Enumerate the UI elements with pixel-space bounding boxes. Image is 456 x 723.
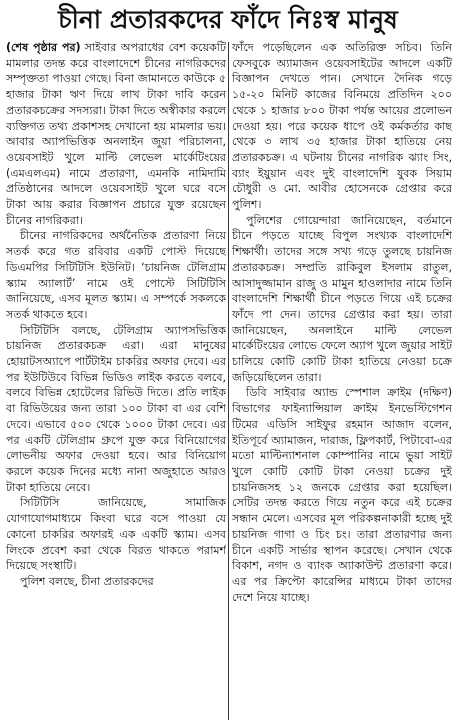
continued-from-tag: (শেষ পৃষ্ঠার পর) (6, 41, 81, 54)
article-paragraph (6, 40, 226, 228)
article-paragraph: পুলিশ বলছে, চীনা প্রতারকদের (20, 574, 154, 588)
article-paragraph: সিটিটিসি জানিয়েছে, সামাজিক যোগাযোগমাধ্যমে কিংবা ঘরে বসে পাওয়া যে কোনো চাকরির অফারই এক একটি স্ক্যাম। এসব লিংকে প্রবেশ করা থেকে বিরত থাকতে পরামর্শ দিয়েছে সংস্থাটি। (6, 496, 226, 573)
article-paragraph: সিটিটিসি বলছে, টেলিগ্রাম অ্যাপসভিত্তিক চায়নিজ প্রতারকচক্র এরা। এরা মানুষের হোয়াটসঅ্যাপে পার্টটাইম চাকরির অফার দেবে। এর পর ইউটিউবে বিভিন্ন ভিডিও লাইক করতে বলবে, বলবে বিভিন্ন হোটেলের রিভিউ দিতে। প্রতি লাইক বা রিভিউয়ের জন্য তারা ১০০ টাকা বা এর বেশি দেবে। এভাবে ৫০০ থেকে ১০০০ টাকা দেবে। এর পর একটি টেলিগ্রাম গ্রুপে যুক্ত করে বিনিয়োগের লোভনীয় অফার দেওয়া হবে। আর বিনিয়োগ করলে কয়েক দিনের মধ্যে নানা অজুহাতে আরও টাকা হাতিয়ে নেবে। (6, 323, 226, 494)
article-paragraph: ফাঁদে পড়েছিলেন এক অতিরিক্ত সচিব। তিনি ফেসবুকে অ্যামাজন ওয়েবসাইটের আদলে একটি বিজ্ঞাপন দেখতে পান। সেখানে দৈনিক গড়ে ১৫-২০ মিনিট কাজের বিনিময়ে প্রতিদিন ২০০ থেকে ১ হাজার ৮০০ টাকা পর্যন্ত আয়ের প্রলোভন দেওয়া হয়। পরে কয়েক ধাপে ওই কর্মকর্তার কাছ থেকে ৩ লাখ ৩৫ হাজার টাকা হাতিয়ে নেয় প্রতারকচক্র। এ ঘটনায় চীনের নাগরিক ঝ্যাং সিং, ব্যাং ইয়ুয়ান এবং দুই বাংলাদেশি যুবক সিয়াম চৌধুরী ও মো. আবীর হোসেনকে গ্রেপ্তার করে পুলিশ। (232, 41, 452, 212)
article-paragraph: চীনের নাগরিকদের অর্থনৈতিক প্রতারণা নিয়ে সতর্ক করে গত রবিবার একটি পোস্ট দিয়েছে ডিএমপির সিটিটিসি ইউনিট। ‘চায়নিজ টেলিগ্রাম স্ক্যাম অ্যালার্ট’ নামে ওই পোস্টে সিটিটিসি জানিয়েছে, এসব মূলত স্ক্যাম। এ সম্পর্কে সকলকে সতর্ক থাকতে হবে। (6, 229, 226, 321)
headline: চীনা প্রতারকদের ফাঁদে নিঃস্ব মানুষ (58, 5, 398, 34)
column-divider (228, 42, 229, 720)
right-column (232, 40, 452, 723)
article-paragraph: ডিবি সাইবার অ্যান্ড স্পেশাল ক্রাইম (দক্ষিণ) বিভাগের ফাইন্যান্সিয়াল ক্রাইম ইনভেস্টিগেশন টিমের এডিসি সাইফুর রহমান আজাদ বলেন, ইতিপূর্বে অ্যামাজন, দারাজ, ফ্লিপকার্ট, পিটাবো-এর মতো মাল্টিন্যাশনাল কোম্পানির নামে ভুয়া সাইট খুলে কোটি কোটি টাকা নেওয়া চক্রের দুই চায়নিজসহ ১২ জনকে গ্রেপ্তার করা হয়েছিল। সেটির তদন্ত করতে গিয়ে নতুন করে এই চক্রের সন্ধান মেলে। এসবের মূল পরিকল্পনাকারী হচ্ছে দুই চায়নিজ গাগা ও চিং চং। তারা প্রতারণার জন্য চীনে একটি সার্ভার স্থাপন করেছে। সেখান থেকে বিকাশ, নগদ ও ব্যাংক অ্যাকাউন্ট প্রতারণা করে। এর পর ক্রিপ্টো কারেন্সির মাধ্যমে টাকা তাদের দেশে নিয়ে যাচ্ছে। (232, 386, 452, 604)
article-paragraph: পুলিশের গোয়েন্দারা জানিয়েছেন, বর্তমানে চীনে পড়তে যাচ্ছে বিপুল সংখ্যক বাংলাদেশি শিক্ষার্থী। তাদের সঙ্গে সখ্য গড়ে তুলছে চায়নিজ প্রতারকচক্র। সম্প্রতি রাকিবুল ইসলাম রাতুল, আসাদুজ্জামান রাজু ও মামুন হাওলাদার নামে তিনি বাংলাদেশি শিক্ষার্থী চীনে পড়তে গিয়ে এই চক্রের ফাঁদে পা দেন। তাদের গ্রেপ্তার করা হয়। তারা জানিয়েছেন, অনলাইনে মাল্টি লেভেল মার্কেটিংয়ের লোভে ফেলে অ্যাপ খুলে জুয়ার সাইট চালিয়ে কোটি কোটি টাকা হাতিয়ে নেওয়া চক্রে জড়িয়েছিলেন তারা। (232, 213, 452, 384)
left-column (6, 40, 226, 723)
paragraph-text: সাইবার অপরাধের বেশ কয়েকটি মামলার তদন্ত করে বাংলাদেশে চীনের নাগরিকদের সম্পৃক্ততা পাওয়া গেছে। বিনা জামানতে কাউকে ৫ হাজার টাকা ঋণ দিয়ে লাখ টাকা দাবি করেন প্রতারকচক্রের সদস্যরা। টাকা দিতে অস্বীকার করলে ব্যক্তিগত তথ্য প্রকাশসহ দেখানো হয় মামলার ভয়। আবার অ্যাপভিত্তিক অনলাইন জুয়া পরিচালনা, ওয়েবসাইট খুলে মাল্টি লেভেল মার্কেটিংয়ের (এমএলএম) নামে প্রতারণা, এমনকি নামিদামি প্রতিষ্ঠানের আদলে ওয়েবসাইট খুলে ঘরে বসে টাকা আয় করার বিজ্ঞাপন প্রচারে যুক্ত রয়েছেন চীনের নাগরিকরা। (6, 41, 226, 227)
